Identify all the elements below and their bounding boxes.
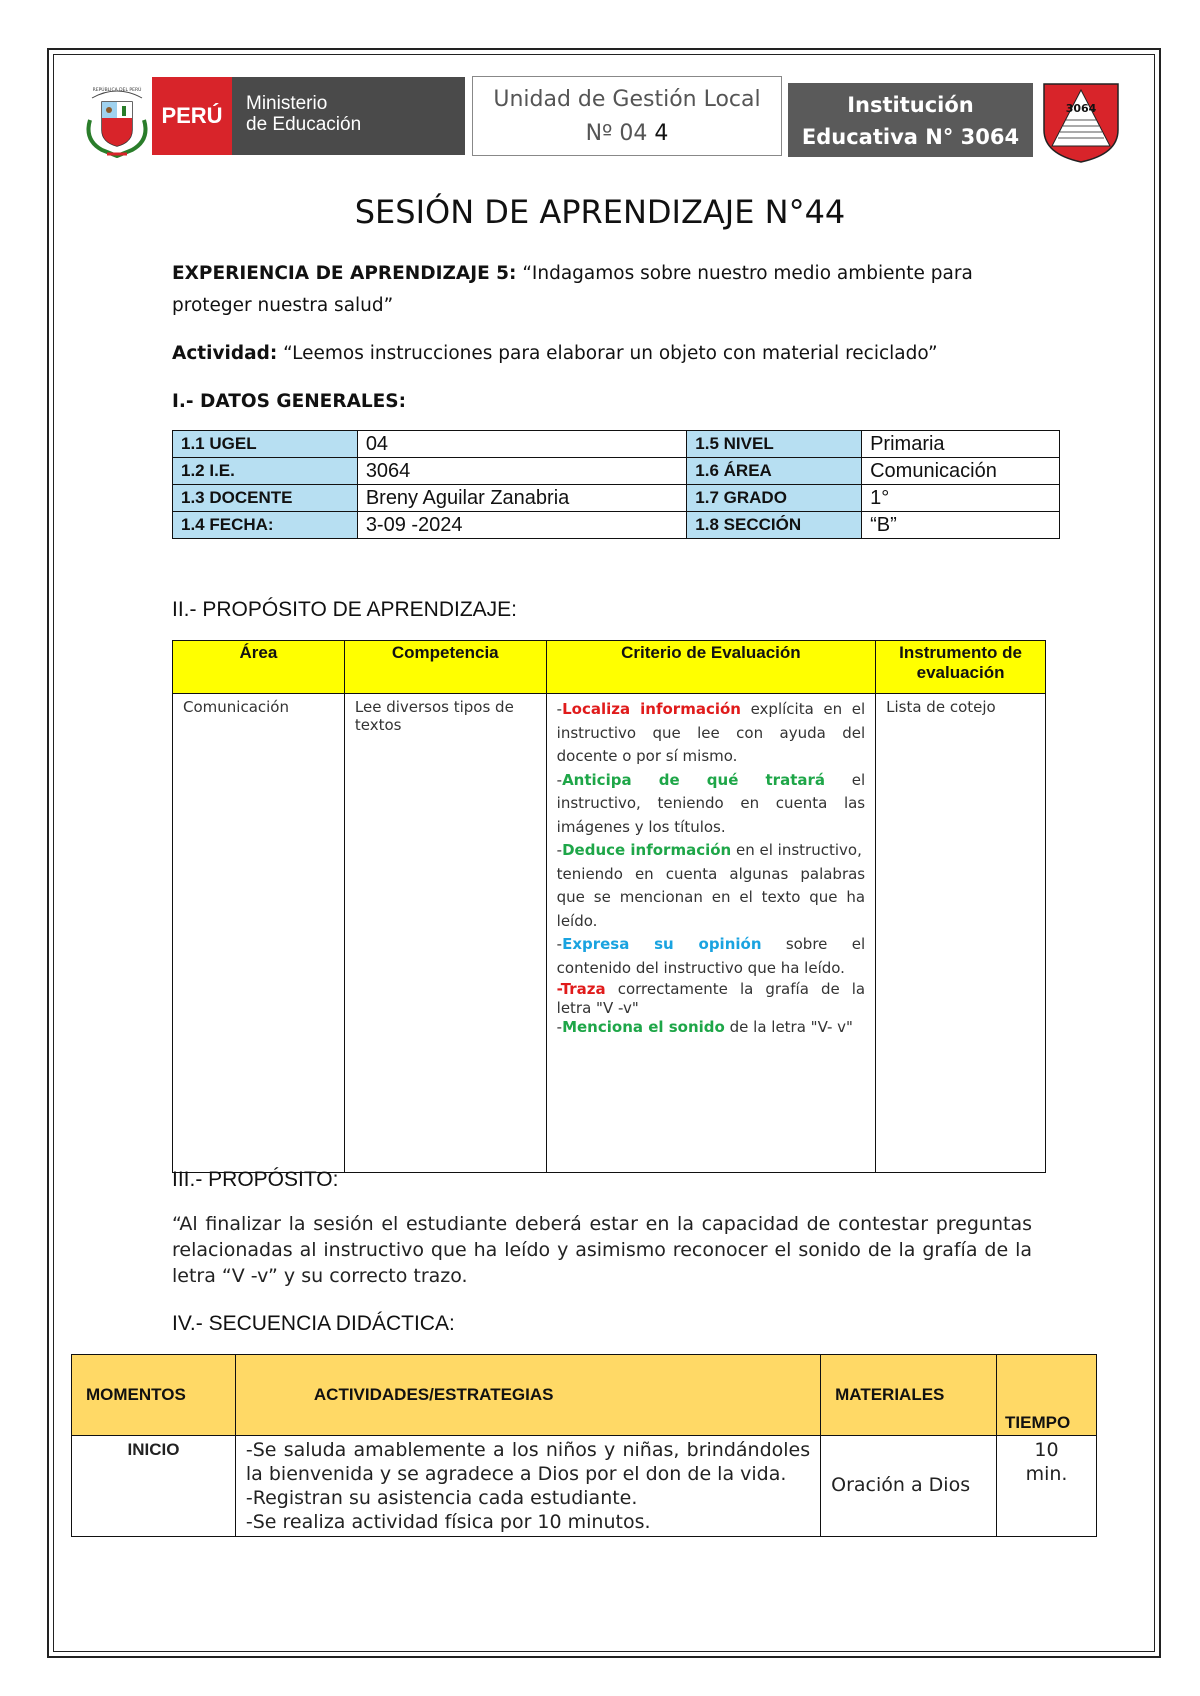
instrumento-cell: Lista de cotejo [876,694,1046,1173]
secuencia-table [71,1354,1097,1537]
header-competencia: Competencia [344,641,546,694]
datos-label: 1.7 GRADO [687,485,862,512]
datos-title: I.- DATOS GENERALES: [172,391,407,412]
actividad-2: -Registran su asistencia cada estudiante. [245,1487,638,1509]
actividad-1: -Se saluda amablemente a los niños y niñas, brindándoles la bienvenida y se agradece a Dios por el don de la vida. [245,1439,811,1485]
datos-value: 1° [862,485,1060,512]
criterio-cell [546,694,875,1173]
table-row [72,1436,1097,1537]
tiempo-cell: 10 min. [997,1436,1097,1537]
datos-value: “B” [862,512,1060,539]
peru-label: PERÚ [152,77,232,155]
header-tiempo: TIEMPO [997,1355,1097,1436]
datos-value: 3064 [357,458,686,485]
actividad-3: -Se realiza actividad física por 10 minutos. [245,1511,651,1533]
shield-number: 3064 [1065,102,1097,115]
datos-value: Comunicación [862,458,1060,485]
actividad-text: “Leemos instrucciones para elaborar un objeto con material reciclado” [277,343,938,364]
datos-value: 04 [357,431,686,458]
datos-label: 1.5 NIVEL [687,431,862,458]
table-row [173,458,1060,485]
criterio-1: -Localiza información explícita en el instructivo que lee con ayuda del docente o por sí mismo. [556,700,866,765]
section-3-title: III.- PROPÓSITO: [172,1168,339,1191]
actividades-cell [235,1436,820,1537]
experiencia-label: EXPERIENCIA DE APRENDIZAJE 5: [172,263,517,284]
table-row [173,485,1060,512]
ugel-box [472,76,782,156]
header-momentos: MOMENTOS [72,1355,236,1436]
datos-label: 1.4 FECHA: [173,512,358,539]
datos-label: 1.6 ÁREA [687,458,862,485]
school-shield-icon [1040,80,1122,164]
actividad-label: Actividad: [172,343,278,364]
header-criterio: Criterio de Evaluación [546,641,875,694]
header-instrumento: Instrumento de evaluación [876,641,1046,694]
section-3-text: “Al finalizar la sesión el estudiante deberá estar en la capacidad de contestar preguntas relacionadas al instructivo que ha leído y asimismo reconocer el sonido de la grafía de la letra “V -v” y su correcto trazo. [172,1213,1032,1287]
ministry-line-2: de Educación [246,114,362,135]
datos-value: Primaria [862,431,1060,458]
criterio-4: -Expresa su opinión sobre el contenido del instructivo que ha leído. [556,935,866,977]
proposito-aprendizaje-title: II.- PROPÓSITO DE APRENDIZAJE: [172,598,518,621]
table-row [173,512,1060,539]
institution-box [788,83,1033,157]
datos-label: 1.3 DOCENTE [173,485,358,512]
seal-text: REPÚBLICA DEL PERÚ [92,88,142,93]
header-materiales: MATERIALES [821,1355,997,1436]
ministry-logo [152,77,465,155]
national-seal-icon [82,80,152,158]
datos-value: Breny Aguilar Zanabria [357,485,686,512]
datos-value: 3-09 -2024 [357,512,686,539]
institution-line-1: Institución [847,93,974,117]
criterio-3b: teniendo en cuenta algunas palabras que se mencionan en el texto que ha leído. [556,864,866,930]
area-cell: Comunicación [173,694,345,1173]
table-row [173,431,1060,458]
experiencia-paragraph [172,258,1032,322]
proposito-table [172,640,1046,1173]
datos-generales-table [172,430,1060,539]
materiales-cell: Oración a Dios [821,1436,997,1537]
momento-cell: INICIO [72,1436,236,1537]
experiencia-text: “Indagamos sobre nuestro medio ambiente para proteger nuestra salud” [172,263,973,316]
criterio-3: -Deduce información en el instructivo, [556,841,862,859]
ministry-name [232,77,465,155]
section-4-title: IV.- SECUENCIA DIDÁCTICA: [172,1312,455,1335]
ugel-line-1: Unidad de Gestión Local [493,87,761,112]
criterio-2: -Anticipa de qué tratará el instructivo, teniendo en cuenta las imágenes y los títulos. [556,770,866,836]
actividad-paragraph [172,338,1032,370]
datos-label: 1.1 UGEL [173,431,358,458]
institution-line-2: Educativa N° 3064 [801,125,1020,149]
header-actividades: ACTIVIDADES/ESTRATEGIAS [235,1355,820,1436]
datos-label: 1.8 SECCIÓN [687,512,862,539]
ministry-line-1: Ministerio [246,93,328,114]
page-title: SESIÓN DE APRENDIZAJE N°44 [354,193,846,231]
datos-label: 1.2 I.E. [173,458,358,485]
ugel-line-2: Nº 04 4 [585,121,669,146]
competencia-cell: Lee diversos tipos de textos [344,694,546,1173]
criterio-5: -Traza correctamente la grafía de la letra "V -v" [556,980,866,1017]
criterio-6: -Menciona el sonido de la letra "V- v" [556,1018,853,1036]
header-area: Área [173,641,345,694]
table-row [173,694,1046,1173]
